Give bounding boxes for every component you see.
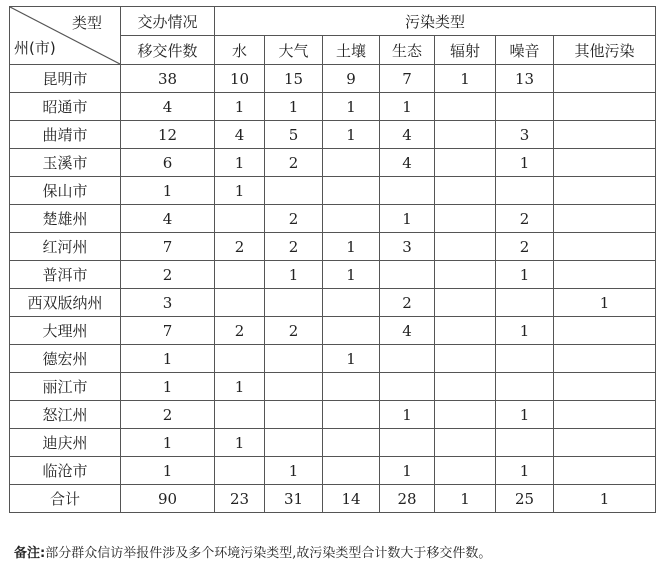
pollution-value-cell: 1: [496, 457, 554, 485]
pollution-value-cell: 9: [323, 65, 380, 93]
pollution-value-cell: 1: [496, 401, 554, 429]
region-cell: 曲靖市: [10, 121, 121, 149]
pollution-value-cell: 1: [215, 429, 265, 457]
footnote: [14, 542, 491, 561]
region-cell: 德宏州: [10, 345, 121, 373]
pollution-value-cell: 1: [435, 485, 496, 513]
type-header-air: 大气: [265, 36, 323, 65]
pollution-value-cell: 1: [215, 177, 265, 205]
pollution-value-cell: [265, 345, 323, 373]
pollution-value-cell: 4: [215, 121, 265, 149]
type-header-radiation: 辐射: [435, 36, 496, 65]
region-cell: 红河州: [10, 233, 121, 261]
pollution-value-cell: 28: [380, 485, 435, 513]
pollution-value-cell: [323, 401, 380, 429]
pollution-value-cell: 2: [265, 205, 323, 233]
pollution-value-cell: [265, 429, 323, 457]
pollution-value-cell: [323, 317, 380, 345]
pollution-value-cell: 4: [380, 121, 435, 149]
pollution-value-cell: 1: [380, 457, 435, 485]
pollution-value-cell: [554, 65, 656, 93]
pollution-value-cell: [435, 261, 496, 289]
pollution-value-cell: 1: [323, 93, 380, 121]
table-row: [10, 205, 656, 233]
pollution-value-cell: [380, 429, 435, 457]
region-cell: 普洱市: [10, 261, 121, 289]
table-row: [10, 373, 656, 401]
region-cell: 临沧市: [10, 457, 121, 485]
transfer-count-header: 移交件数: [121, 36, 215, 65]
region-cell: 玉溪市: [10, 149, 121, 177]
table-row: [10, 233, 656, 261]
region-cell: 西双版纳州: [10, 289, 121, 317]
pollution-value-cell: 1: [265, 457, 323, 485]
statistics-table: [9, 6, 656, 513]
pollution-value-cell: [496, 177, 554, 205]
pollution-value-cell: [435, 121, 496, 149]
pollution-value-cell: [215, 457, 265, 485]
pollution-value-cell: 1: [554, 289, 656, 317]
pollution-value-cell: 1: [380, 401, 435, 429]
region-cell: 保山市: [10, 177, 121, 205]
transfer-count-cell: 7: [121, 317, 215, 345]
pollution-value-cell: 5: [265, 121, 323, 149]
pollution-value-cell: [435, 177, 496, 205]
pollution-value-cell: 2: [265, 149, 323, 177]
pollution-value-cell: [435, 317, 496, 345]
pollution-value-cell: [435, 289, 496, 317]
corner-region-label: 州(市): [14, 39, 56, 57]
pollution-value-cell: [496, 93, 554, 121]
region-cell: 合计: [10, 485, 121, 513]
table-row: [10, 65, 656, 93]
transfer-count-cell: 1: [121, 177, 215, 205]
pollution-value-cell: [323, 177, 380, 205]
pollution-value-cell: [265, 373, 323, 401]
region-cell: 楚雄州: [10, 205, 121, 233]
pollution-value-cell: 23: [215, 485, 265, 513]
pollution-value-cell: 1: [265, 93, 323, 121]
pollution-value-cell: [435, 205, 496, 233]
table-row: [10, 345, 656, 373]
table-row: [10, 485, 656, 513]
pollution-value-cell: [554, 345, 656, 373]
region-cell: 迪庆州: [10, 429, 121, 457]
pollution-value-cell: [265, 289, 323, 317]
pollution-value-cell: [435, 401, 496, 429]
pollution-value-cell: 1: [496, 261, 554, 289]
pollution-value-cell: [323, 429, 380, 457]
table-row: [10, 149, 656, 177]
pollution-value-cell: [380, 177, 435, 205]
pollution-value-cell: [554, 373, 656, 401]
transfer-count-cell: 38: [121, 65, 215, 93]
pollution-value-cell: 3: [496, 121, 554, 149]
pollution-value-cell: 10: [215, 65, 265, 93]
type-header-water: 水: [215, 36, 265, 65]
pollution-value-cell: [554, 261, 656, 289]
pollution-value-cell: [554, 93, 656, 121]
pollution-value-cell: [323, 373, 380, 401]
pollution-value-cell: 2: [496, 233, 554, 261]
transfer-count-cell: 7: [121, 233, 215, 261]
pollution-value-cell: 1: [215, 373, 265, 401]
pollution-value-cell: 13: [496, 65, 554, 93]
table-row: [10, 429, 656, 457]
region-cell: 丽江市: [10, 373, 121, 401]
pollution-value-cell: 4: [380, 317, 435, 345]
pollution-value-cell: 2: [265, 317, 323, 345]
pollution-value-cell: 3: [380, 233, 435, 261]
pollution-value-cell: [554, 457, 656, 485]
transfer-count-cell: 1: [121, 345, 215, 373]
pollution-value-cell: [323, 457, 380, 485]
pollution-value-cell: 1: [435, 65, 496, 93]
pollution-value-cell: [554, 401, 656, 429]
pollution-value-cell: [215, 345, 265, 373]
region-cell: 昆明市: [10, 65, 121, 93]
corner-type-label: 类型: [71, 14, 102, 32]
type-header-noise: 噪音: [496, 36, 554, 65]
table-row: [10, 317, 656, 345]
pollution-group-header: 污染类型: [215, 7, 656, 36]
pollution-value-cell: [496, 289, 554, 317]
transfer-count-cell: 4: [121, 93, 215, 121]
pollution-value-cell: [496, 345, 554, 373]
corner-header: [10, 7, 121, 65]
region-cell: 怒江州: [10, 401, 121, 429]
pollution-value-cell: 25: [496, 485, 554, 513]
pollution-value-cell: [554, 429, 656, 457]
transfer-count-cell: 12: [121, 121, 215, 149]
transfer-count-cell: 1: [121, 373, 215, 401]
pollution-value-cell: [215, 261, 265, 289]
type-header-ecology: 生态: [380, 36, 435, 65]
table-row: [10, 261, 656, 289]
pollution-value-cell: 2: [215, 233, 265, 261]
table-row: [10, 177, 656, 205]
transfer-count-cell: 6: [121, 149, 215, 177]
pollution-value-cell: 1: [215, 93, 265, 121]
footnote-text: 部分群众信访举报件涉及多个环境污染类型,故污染类型合计数大于移交件数。: [45, 546, 492, 561]
table-row: [10, 93, 656, 121]
pollution-value-cell: 2: [215, 317, 265, 345]
pollution-value-cell: 1: [215, 149, 265, 177]
pollution-value-cell: 1: [323, 345, 380, 373]
transfer-count-cell: 90: [121, 485, 215, 513]
pollution-value-cell: [435, 233, 496, 261]
pollution-value-cell: [265, 177, 323, 205]
pollution-value-cell: 1: [496, 149, 554, 177]
pollution-value-cell: 1: [323, 261, 380, 289]
pollution-value-cell: 1: [554, 485, 656, 513]
footnote-label: 备注:: [14, 546, 46, 561]
pollution-value-cell: 1: [496, 317, 554, 345]
transfer-count-cell: 1: [121, 457, 215, 485]
pollution-value-cell: 14: [323, 485, 380, 513]
pollution-value-cell: [554, 121, 656, 149]
table-row: [10, 289, 656, 317]
pollution-value-cell: [323, 149, 380, 177]
pollution-value-cell: 31: [265, 485, 323, 513]
transfer-count-cell: 2: [121, 261, 215, 289]
pollution-value-cell: [435, 429, 496, 457]
pollution-value-cell: 1: [380, 93, 435, 121]
pollution-value-cell: [554, 177, 656, 205]
type-header-soil: 土壤: [323, 36, 380, 65]
pollution-value-cell: [215, 289, 265, 317]
type-header-other: 其他污染: [554, 36, 656, 65]
pollution-value-cell: [265, 401, 323, 429]
transfer-count-cell: 3: [121, 289, 215, 317]
pollution-value-cell: 1: [323, 121, 380, 149]
table-row: [10, 401, 656, 429]
table-row: [10, 457, 656, 485]
table-row: [10, 121, 656, 149]
pollution-value-cell: [435, 149, 496, 177]
pollution-value-cell: 4: [380, 149, 435, 177]
region-cell: 昭通市: [10, 93, 121, 121]
pollution-value-cell: 15: [265, 65, 323, 93]
transfer-count-cell: 4: [121, 205, 215, 233]
pollution-value-cell: [554, 205, 656, 233]
pollution-value-cell: 2: [380, 289, 435, 317]
pollution-value-cell: [554, 149, 656, 177]
pollution-value-cell: [323, 205, 380, 233]
pollution-value-cell: 1: [265, 261, 323, 289]
pollution-value-cell: [435, 373, 496, 401]
pollution-value-cell: [435, 93, 496, 121]
pollution-value-cell: 1: [380, 205, 435, 233]
pollution-value-cell: [496, 373, 554, 401]
pollution-value-cell: [323, 289, 380, 317]
pollution-value-cell: [554, 233, 656, 261]
pollution-value-cell: [380, 373, 435, 401]
pollution-value-cell: [215, 401, 265, 429]
pollution-value-cell: 2: [496, 205, 554, 233]
region-cell: 大理州: [10, 317, 121, 345]
pollution-value-cell: [554, 317, 656, 345]
pollution-value-cell: [496, 429, 554, 457]
pollution-value-cell: 1: [323, 233, 380, 261]
pollution-value-cell: [435, 345, 496, 373]
table-body: [10, 65, 656, 513]
pollution-value-cell: [380, 261, 435, 289]
pollution-value-cell: [215, 205, 265, 233]
transfer-group-header: 交办情况: [121, 7, 215, 36]
transfer-count-cell: 1: [121, 429, 215, 457]
pollution-value-cell: 7: [380, 65, 435, 93]
pollution-value-cell: 2: [265, 233, 323, 261]
transfer-count-cell: 2: [121, 401, 215, 429]
pollution-value-cell: [380, 345, 435, 373]
pollution-value-cell: [435, 457, 496, 485]
